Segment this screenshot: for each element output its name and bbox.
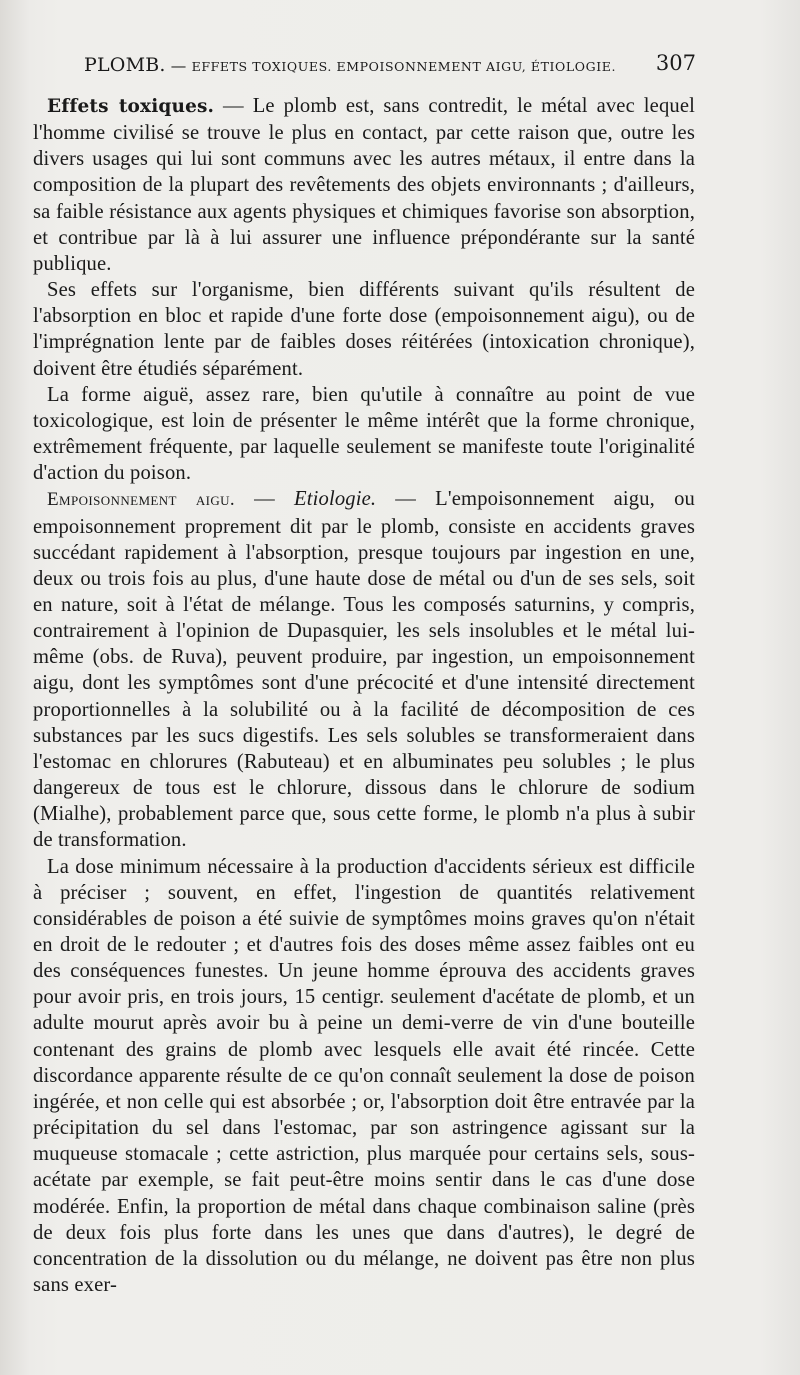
running-title-dash: —	[170, 57, 187, 75]
section-heading-effets-toxiques: Effets toxiques.	[47, 96, 215, 117]
paragraph-text: — Le plomb est, sans contredit, le métal avec lequel l'homme civilisé se trouve le plus en contact, par cette raison que, outre les divers usages qui lui sont communs avec les autres métaux, il entre dans la composition de la plupart des revêtements des objets environnants ; d'ailleurs, sa faible résistance aux agents physiques et chimiques favorise son absorption, et contribue par là à lui assurer une influence prépondérante sur la santé publique.	[33, 95, 696, 275]
running-header	[84, 51, 696, 90]
subheading-etiologie: Etiologie.	[294, 488, 377, 511]
section-heading-empoisonnement-aigu: Empoisonnement aigu.	[47, 489, 236, 511]
paragraph-dose-minimum: La dose minimum nécessaire à la production d'accidents sérieux est difficile à préciser ; souvent, en effet, l'ingestion de quantités relativement considérables de poison a été suivie de symptômes moins graves qu'on n'était en droit de le redouter ; et d'autres fois des doses même assez faibles ont eu des conséquences funestes. Un jeune homme éprouva des accidents graves pour avoir pris, en trois jours, 15 centigr. seulement d'acétate de plomb, et un adulte mourut après avoir bu à peine un demi-verre de vin d'une bouteille contenant des grains de plomb avec lesquels elle avait été rincée. Cette discordance apparente résulte de ce qu'on connaît seulement la dose de poison ingérée, et non celle qui est absorbée ; or, l'absorption doit être entravée par la précipitation du sel dans l'estomac, par son astringence agissant sur la muqueuse stomacale ; cette astriction, plus marquée pour certains sels, sous-acétate par exemple, se fait peut-être moins sentir dans le cas d'une dose modérée. Enfin, la proportion de métal dans chaque combinaison saline (près de deux fois plus forte dans les unes que dans d'autres), le degré de concentration de la dissolution ou du mélange, ne doivent pas être non plus sans exer-	[33, 855, 695, 1297]
page-number: 307	[655, 51, 696, 75]
paragraph-empoisonnement-aigu	[33, 486, 695, 853]
heading-dash: —	[235, 488, 295, 511]
page-body	[33, 93, 695, 1298]
running-title-sub: EFFETS TOXIQUES. EMPOISONNEMENT AIGU, ÉTIOLOGIE.	[191, 59, 617, 74]
paragraph-effets-organisme: Ses effets sur l'organisme, bien différents suivant qu'ils résultent de l'absorption en bloc et rapide d'une forte dose (empoisonnement aigu), ou de l'imprégnation lente par de faibles doses réitérées (intoxication chronique), doivent être étudiés séparément.	[33, 279, 695, 380]
paragraph-effets-toxiques	[33, 93, 695, 277]
running-title-main: PLOMB.	[84, 54, 166, 76]
paragraph-forme-aigue: La forme aiguë, assez rare, bien qu'utile à connaître au point de vue toxicologique, est loin de présenter le même intérêt que la forme chronique, extrêmement fréquente, par laquelle seulement se manifeste toute l'originalité d'action du poison.	[33, 383, 695, 485]
running-title	[84, 54, 616, 76]
paragraph-text: — L'empoisonnement aigu, ou empoisonnement proprement dit par le plomb, consiste en accidents graves succédant rapidement à l'absorption, presque toujours par ingestion en une, deux ou trois fois au plus, d'une haute dose de métal ou d'un de ses sels, soit en nature, soit à l'état de mélange. Tous les composés saturnins, y compris, contrairement à l'opinion de Dupasquier, les sels insolubles et le métal lui-même (obs. de Ruva), peuvent produire, par ingestion, un empoisonnement aigu, dont les symptômes sont d'une précocité et d'une intensité directement proportionnelles à la solubilité ou à la facilité de décomposition de ces substances par les sucs digestifs. Les sels solubles se transformeraient dans l'estomac en chlorures (Rabuteau) et en albuminates peu solubles ; le plus dangereux de tous est le chlorure, dissous dans le chlorure de sodium (Mialhe), probablement parce que, sous cette forme, le plomb n'a plus à subir de transformation.	[33, 488, 695, 852]
